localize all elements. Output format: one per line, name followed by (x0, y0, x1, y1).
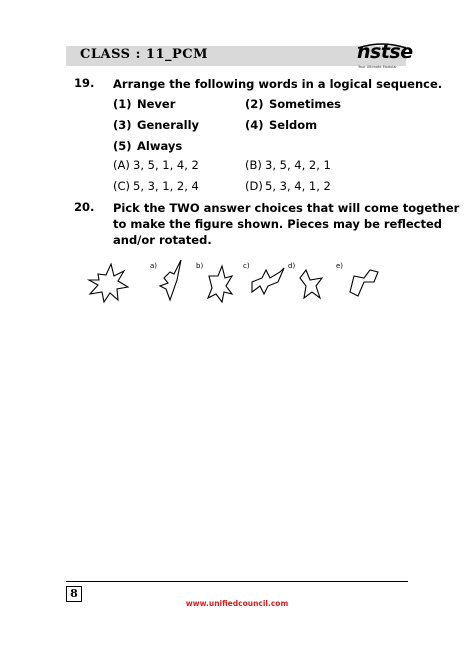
word-1: Never (137, 97, 176, 111)
page-number: 8 (66, 586, 82, 602)
word-5: Always (137, 139, 183, 153)
option-a-label: (A) (113, 158, 130, 172)
question-20-line-2: to make the figure shown. Pieces may be reflected (113, 217, 443, 231)
word-4: Seldom (269, 118, 318, 132)
word-3-number: (3) (113, 118, 132, 132)
option-b-value: 3, 5, 4, 2, 1 (265, 158, 331, 172)
word-4-number: (4) (245, 118, 264, 132)
question-20-line-3: and/or rotated. (113, 233, 212, 247)
word-1-number: (1) (113, 97, 132, 111)
option-a-value: 3, 5, 1, 4, 2 (133, 158, 199, 172)
class-label: CLASS : 11_PCM (80, 47, 209, 62)
option-d-value: 5, 3, 4, 1, 2 (265, 179, 331, 193)
choice-a-label: a) (150, 262, 158, 270)
question-19-text: Arrange the following words in a logical sequence. (113, 77, 443, 91)
target-star-figure (89, 264, 128, 302)
word-2: Sometimes (269, 97, 342, 111)
choice-c-piece (252, 268, 284, 294)
choice-b-piece (208, 266, 232, 302)
choice-e-label: e) (336, 262, 344, 270)
choice-b-label: b) (196, 262, 204, 270)
choice-c-label: c) (243, 262, 250, 270)
question-19-number: 19. (74, 76, 95, 90)
option-c-value: 5, 3, 1, 2, 4 (133, 179, 199, 193)
puzzle-figure (84, 256, 394, 316)
option-d-label: (D) (245, 179, 263, 193)
question-20-number: 20. (74, 200, 95, 214)
choice-a-piece (160, 260, 181, 300)
option-b-label: (B) (245, 158, 262, 172)
footer-url[interactable]: www.unifiedcouncil.com (185, 599, 289, 608)
choice-d-piece (300, 270, 322, 298)
question-20-line-1: Pick the TWO answer choices that will come together (113, 201, 460, 215)
nstse-logo: nstse (357, 41, 413, 63)
choice-d-label: d) (288, 262, 296, 270)
word-3: Generally (137, 118, 200, 132)
word-2-number: (2) (245, 97, 264, 111)
word-5-number: (5) (113, 139, 132, 153)
footer-divider (66, 581, 408, 582)
choice-e-piece (350, 270, 378, 296)
option-c-label: (C) (113, 179, 131, 193)
logo-tagline: Your Ultimate Modular (358, 65, 397, 69)
